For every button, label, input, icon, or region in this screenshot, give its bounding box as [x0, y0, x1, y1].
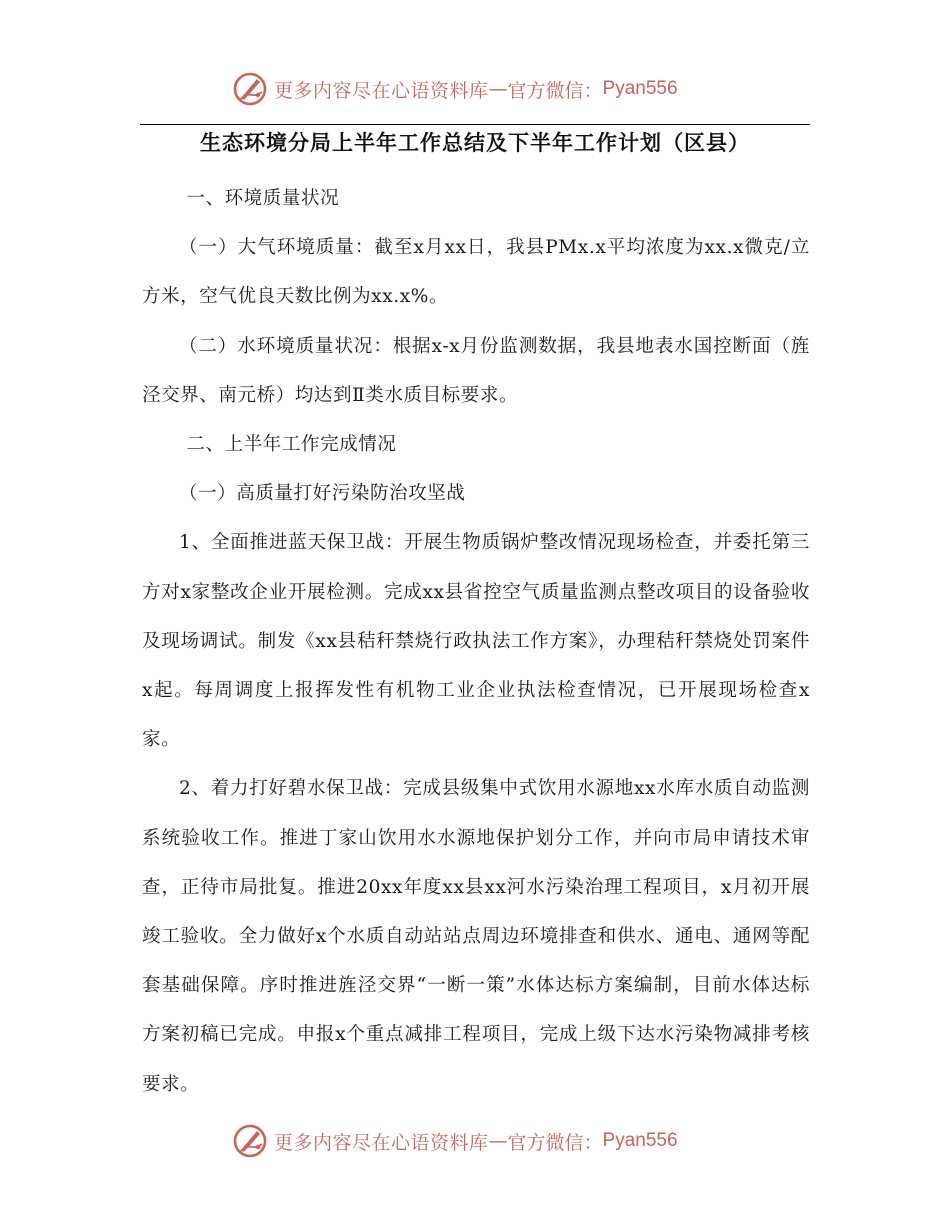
paragraph: （一）大气环境质量：截至x月xx日，我县PMx.x平均浓度为xx.x微克/立方米，空气优良天数比例为xx.x%。 — [142, 237, 810, 308]
brand-text: 更多内容尽在心语资料库 — [274, 1131, 489, 1154]
document-body — [142, 174, 810, 1109]
wechat-id: Pyan556 — [602, 1130, 678, 1151]
paragraph: （二）水环境质量状况：根据x-x月份监测数据，我县地表水国控断面（旌泾交界、南元桥）均达到Ⅱ类水质目标要求。 — [142, 335, 810, 406]
brand-text: 更多内容尽在心语资料库 — [274, 79, 489, 102]
brand-separator: — — [488, 1130, 508, 1152]
document-title: 生态环境分局上半年工作总结及下半年工作计划（区县） — [200, 131, 750, 155]
official-wechat-label: 官方微信： — [507, 1131, 603, 1154]
watermark-banner-top — [232, 69, 678, 109]
wechat-id: Pyan556 — [602, 78, 678, 99]
paragraph: 1、全面推进蓝天保卫战：开展生物质锅炉整改情况现场检查，并委托第三方对x家整改企业开展检测。完成xx县省控空气质量监测点整改项目的设备验收及现场调试。制发《xx县秸秆禁烧行政执法工作方案》，办理秸秆禁烧处罚案件x起。每周调度上报挥发性有机物工业企业执法检查情况，已开展现场检查x家。 — [142, 532, 810, 751]
brand-separator: — — [488, 78, 508, 100]
paragraph: 2、着力打好碧水保卫战：完成县级集中式饮用水源地xx水库水质自动监测系统验收工作。推进丁家山饮用水水源地保护划分工作，并向市局申请技术审查，正待市局批复。推进20xx年度xx县xx河水污染治理工程项目，x月初开展竣工验收。全力做好x个水质自动站站点周边环境排查和供水、通电、通网等配套基础保障。序时推进旌泾交界“一断一策”水体达标方案编制，目前水体达标方案初稿已完成。申报x个重点减排工程项目，完成上级下达水污染物减排考核要求。 — [142, 778, 810, 1095]
brand-logo-icon — [232, 1123, 268, 1159]
brand-logo-icon — [232, 71, 268, 107]
title-rule — [140, 124, 810, 125]
section-heading: 一、环境质量状况 — [186, 188, 340, 209]
subsection-heading: （一）高质量打好污染防治攻坚战 — [179, 483, 466, 505]
watermark-banner-bottom — [232, 1121, 678, 1161]
official-wechat-label: 官方微信： — [507, 79, 603, 102]
section-heading: 二、上半年工作完成情况 — [186, 434, 397, 456]
